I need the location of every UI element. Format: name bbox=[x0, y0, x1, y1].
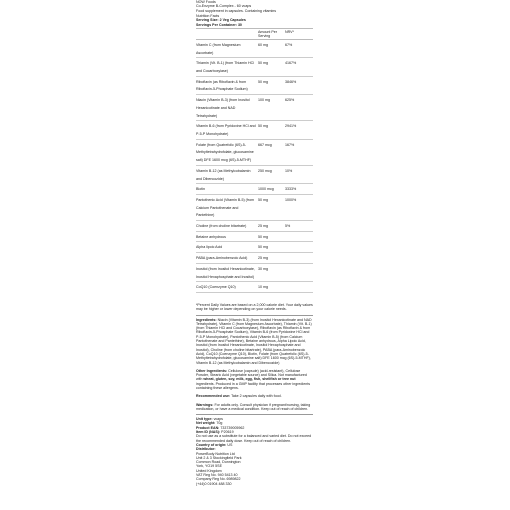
nutrient-amount: 50 mg bbox=[258, 197, 268, 202]
item-id-label: Item ID (NAS): bbox=[196, 430, 221, 435]
nutrient-amount: 1000 mcg bbox=[258, 187, 274, 192]
recommended-use-text: Take 2 capsules daily with food. bbox=[231, 394, 282, 399]
nutrient-name: Folate (from Quatrefolic (6S)-5-Methyltetrahydrofolate, glucosamine salt) DFE 1600 mcg (6S)-5-MTHF) bbox=[196, 142, 254, 163]
country-value: US bbox=[227, 442, 233, 447]
nutrient-name: Vitamin C (from Magnesium Ascorbate) bbox=[196, 42, 241, 55]
net-weight-value: 70g bbox=[216, 421, 223, 426]
supplement-label bbox=[196, 0, 313, 486]
barcode-label: Product EAN: bbox=[196, 425, 220, 430]
brand-name: NOW Foods bbox=[196, 0, 216, 4]
nutrition-row bbox=[196, 221, 313, 232]
product-header bbox=[196, 0, 313, 13]
nutrient-amount: 60 mg bbox=[258, 42, 268, 47]
nutrient-column-header bbox=[196, 30, 258, 38]
address-line: United Kingdom bbox=[196, 468, 222, 473]
nutrient-name: Inositol (from Inositol Hexanicotinate, Inositol Hexaphosphate and Inositol) bbox=[196, 266, 255, 279]
unit-type-label: Unit type: bbox=[196, 417, 213, 422]
warnings-text: For adults only. Consult physician if pregnant/nursing, taking medication, or have a medical condition. Keep out of reach of children. bbox=[196, 402, 311, 411]
amount-column-header: Amount Per Serving bbox=[258, 29, 277, 38]
country-label: Country of origin: bbox=[196, 442, 227, 447]
barcode-value: 733739005962 bbox=[220, 425, 245, 430]
nutrition-table-header bbox=[196, 30, 313, 40]
nutrient-name: CoQ10 (Coenzyme Q10) bbox=[196, 285, 236, 290]
nutrient-amount: 30 mg bbox=[258, 266, 268, 271]
nutrition-row bbox=[196, 242, 313, 253]
nutrient-nrv: 625% bbox=[285, 98, 295, 103]
product-description: Food supplement in capsules. Containing vitamins bbox=[196, 8, 277, 13]
allergen-text: wheat, gluten, soy, milk, egg, fish, shellfish or tree nut bbox=[203, 377, 296, 382]
nutrient-amount: 50 mg bbox=[258, 245, 268, 250]
divider bbox=[196, 28, 313, 29]
other-ingredients-text-end: ingredients. Produced in a GMP facility that processes other ingredients containing these allergens. bbox=[196, 381, 310, 390]
nutrient-nrv: 67% bbox=[285, 42, 293, 47]
nutrition-row bbox=[196, 77, 313, 95]
nutrient-name: Choline (from choline bitartrate) bbox=[196, 224, 247, 229]
nrv-column-header: NRV* bbox=[285, 29, 294, 34]
distributor-address bbox=[196, 452, 313, 486]
nutrient-amount: 25 mg bbox=[258, 256, 268, 261]
servings-per-container: Servings Per Container: 30 bbox=[196, 22, 242, 27]
daily-value-footnote: *Percent Daily Values are based on a 2,000 calorie diet. Your daily values may be higher or lower depending on your calorie needs. bbox=[196, 302, 313, 312]
divider bbox=[196, 414, 313, 415]
nutrient-amount: 25 mg bbox=[258, 224, 268, 229]
nutrient-name: Vitamin B-6 (from Pyridoxine HCl and P-5-P Monohydrate) bbox=[196, 124, 256, 136]
nutrient-name: PABA (para-Aminobenzoic Acid) bbox=[196, 256, 248, 261]
nutrition-table-body bbox=[196, 40, 313, 293]
address-line: York, YO19 5SE bbox=[196, 464, 222, 469]
unit-type-value: vcaps bbox=[213, 417, 223, 422]
nutrient-name: Pantothenic Acid (Vitamin B-5) (from Calcium Pantothenate and Pantethine) bbox=[196, 197, 255, 218]
nutrient-amount: 667 mcg bbox=[258, 142, 272, 147]
nutrient-amount: 50 mg bbox=[258, 61, 268, 66]
nutrient-amount: 50 mg bbox=[258, 234, 268, 239]
nutrition-row bbox=[196, 264, 313, 282]
address-line: Company Reg No. 6989822 bbox=[196, 477, 241, 482]
nutrition-facts-title: Nutrition Facts bbox=[196, 14, 220, 19]
nutrient-nrv: 5% bbox=[285, 224, 291, 229]
nutrition-row bbox=[196, 95, 313, 121]
nutrient-name: Biotin bbox=[196, 187, 205, 192]
address-line: (+44)0 01904 488 330 bbox=[196, 481, 232, 486]
nutrition-row bbox=[196, 282, 313, 293]
usage-notice: Do not use as a substitute for a balanced and varied diet. Do not exceed the recommended daily dose. Keep out of reach of children. bbox=[196, 434, 312, 443]
nutrition-row bbox=[196, 140, 313, 166]
item-id-value: P20619 bbox=[221, 430, 234, 435]
nutrient-nrv: 2941% bbox=[285, 124, 297, 129]
nutrient-name: Vitamin B-12 (as Methylcobalamin and Dibencozide) bbox=[196, 168, 251, 181]
divider bbox=[196, 315, 313, 316]
ingredients-label: Ingredients: bbox=[196, 317, 217, 322]
ingredients-section bbox=[196, 318, 313, 365]
nutrient-name: Thiamin (Vit. B-1) (from Thiamin HCl and Cocarboxylase) bbox=[196, 61, 254, 74]
net-weight-label: Net weight: bbox=[196, 421, 216, 426]
nutrient-amount: 250 mcg bbox=[258, 168, 272, 173]
nutrient-nrv: 10% bbox=[285, 168, 293, 173]
nutrition-row bbox=[196, 195, 313, 221]
nutrient-nrv: 4167% bbox=[285, 61, 297, 66]
recommended-use-label: Recommended use: bbox=[196, 394, 231, 399]
nutrient-nrv: 1000% bbox=[285, 197, 297, 202]
nutrient-amount: 10 mg bbox=[258, 285, 268, 290]
nutrition-row bbox=[196, 184, 313, 195]
nutrient-name: Riboflavin (as Riboflavin & from Riboflavin-5-Phosphate Sodium) bbox=[196, 79, 248, 92]
serving-size: Serving Size: 2 Veg Capsules bbox=[196, 18, 246, 23]
warnings-section bbox=[196, 403, 313, 412]
nutrient-nrv: 3846% bbox=[285, 79, 297, 84]
address-line: Common Road, Dunnington bbox=[196, 460, 241, 465]
nutrient-nrv: 3333% bbox=[285, 187, 297, 192]
ingredients-text: Niacin (Vitamin B-3) (from Inositol Hexanicotinate and NAD Tetrahydrate), Vitamin C (from Magnesium Ascorbate), Thiamin (Vit. B-1) (from Thiamin HCl and Cocarboxylase), Riboflavin (as Riboflavin & from Riboflavin-5-Phosphate Sodium), Vitamin B-6 (from Pyridoxine HCl and P-5-P Monohydrate), Pantothenic Acid (Vitamin B-5) (from Calcium Pantothenate and Pantethine), Betaine anhydrous, Alpha Lipoic Acid, Inositol (from Inositol Hexanicotinate, Inositol Hexaphosphate and Inositol), Choline (from choline bitartrate), PABA (para-Aminobenzoic Acid), CoQ10 (Coenzyme Q10), Biotin, Folate (from Quatrefolic (6S)-5-Methyltetrahydrofolate, glucosamine salt) DFE 1600 mcg (6S)-5-MTHF), Vitamin B-12 (as Methylcobalamin and Dibencozide) bbox=[196, 317, 312, 365]
product-details bbox=[196, 417, 313, 486]
nutrient-name: Niacin (Vitamin B-3) (from Inositol Hexanicotinate and NAD Tetrahydrate) bbox=[196, 98, 250, 118]
nutrition-row bbox=[196, 121, 313, 139]
nutrient-amount: 50 mg bbox=[258, 124, 268, 129]
address-line: PowerBody Nutrition Ltd bbox=[196, 451, 235, 456]
nutrient-amount: 100 mg bbox=[258, 98, 270, 103]
other-ingredients-section bbox=[196, 369, 313, 390]
nutrient-name: Betaine anhydrous bbox=[196, 234, 226, 239]
nutrition-row bbox=[196, 166, 313, 184]
nutrient-amount: 50 mg bbox=[258, 79, 268, 84]
nutrition-row bbox=[196, 40, 313, 58]
other-ingredients-label: Other Ingredients: bbox=[196, 368, 228, 373]
distributor-label: Distributor: bbox=[196, 447, 216, 452]
warnings-label: Warnings: bbox=[196, 402, 214, 407]
nutrition-row bbox=[196, 58, 313, 76]
nutrient-name: Alpha lipoic Acid bbox=[196, 245, 223, 250]
other-ingredients-text: Cellulose (capsule) (acid-resistant), Cellulose Powder, Stearic Acid (vegetable source) and Silica. Not manufactured with bbox=[196, 368, 307, 382]
nutrition-row bbox=[196, 253, 313, 264]
address-line: Unit 2 & 3 Stockingfield Park bbox=[196, 455, 242, 460]
nutrition-row bbox=[196, 232, 313, 243]
recommended-use-section bbox=[196, 394, 313, 398]
product-name: Co-Enzyme B-Complex - 60 vcaps bbox=[196, 4, 252, 9]
nutrient-nrv: 167% bbox=[285, 142, 295, 147]
address-line: VAT Reg No. 940 5413 40 bbox=[196, 473, 238, 478]
